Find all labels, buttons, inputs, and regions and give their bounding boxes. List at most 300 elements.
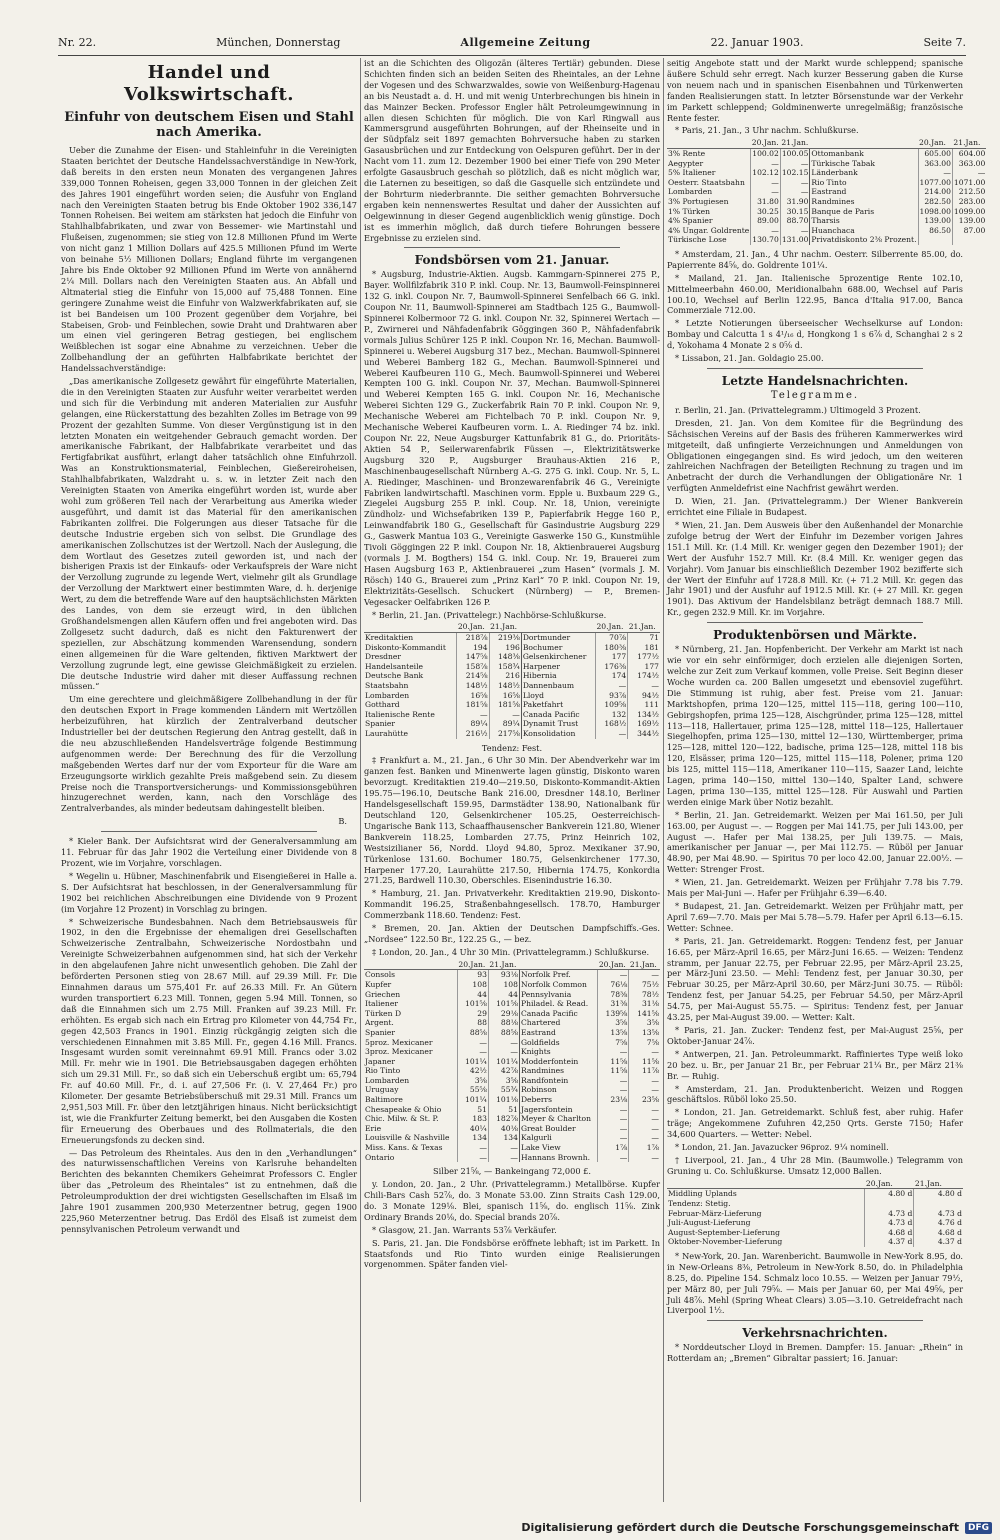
- quote-cell: 148⅜: [489, 652, 521, 662]
- column-header: [364, 622, 457, 632]
- name-cell: Erie: [365, 1123, 382, 1133]
- quote-cell: 89¼: [489, 719, 521, 729]
- divider: [707, 1320, 923, 1321]
- name-cell: Chartered: [519, 1018, 597, 1028]
- market-report: † Liverpool, 21. Jan., 4 Uhr 28 Min. (Baumwolle.) Telegramm von Gruning u. Co. Schlußkurse. Umsatz 12,000 Ballen.: [667, 1154, 963, 1176]
- quote-cell: 4.80 d: [865, 1189, 914, 1199]
- quote-cell: 177½: [628, 652, 660, 662]
- quote-cell: —: [629, 1133, 660, 1143]
- table-row: [364, 691, 660, 701]
- quote-cell: 177: [595, 652, 627, 662]
- table-row: [364, 970, 660, 980]
- market-report: * New-York, 20. Jan. Warenbericht. Baumwolle in New-York 8.95, do. in New-Orleans 8⅜, Petroleum in New-York 8.50, do. in Philadelphia 8.25, do. Pipeline 154. Schmalz loco 10.55. — Weizen per Januar 79½, per März 80, per Juli 79⅝. — Mais per Januar 60, per Mai 49⅝, per Juli 48⅞. Mehl (Spring Wheat Clears) 3.05—3.10. Getreidefracht nach Liverpool 1½.: [667, 1250, 963, 1316]
- name-cell: August-September-Lieferung: [668, 1227, 781, 1237]
- quote-cell: 3⅝: [488, 1076, 519, 1086]
- market-report: * Amsterdam, 21. Jan., 4 Uhr nachm. Oesterr. Silberrente 85.00, do. Papierrente 84⅝, do. Goldrente 101¼.: [667, 248, 963, 270]
- table-row: [667, 235, 986, 245]
- column-header: 21.Jan.: [952, 138, 986, 148]
- quote-cell: 176⅜: [595, 662, 627, 672]
- name-cell: Lake View: [519, 1143, 597, 1153]
- name-cell: Italiener: [365, 999, 398, 1009]
- table-row: [667, 207, 986, 217]
- column-header: 21.Jan.: [629, 960, 660, 970]
- quote-cell: —: [629, 1153, 660, 1163]
- table-row: [667, 216, 986, 226]
- name-cell: Handelsanteile: [365, 661, 424, 671]
- quote-cell: 42½: [457, 1066, 488, 1076]
- name-cell: Modderfontein: [519, 1057, 597, 1067]
- quote-cell: 29: [457, 1009, 488, 1019]
- table-row: [364, 1038, 660, 1048]
- table-row: [364, 710, 660, 720]
- quote-cell: —: [629, 1085, 660, 1095]
- table-row: [364, 1143, 660, 1153]
- name-cell: Louisville & Nashville: [365, 1133, 450, 1143]
- column-header: [810, 138, 918, 148]
- news-item: * Schweizerische Bundesbahnen. Nach dem Betriebsausweis für 1902, in den die Ergebnisse der ehemaligen drei Gesellschaften Schweizerische Zentralbahn, Schweizerische Nordostbahn und Vereinigte Schweizerbahnen aufgenommen sind, hat sich der Verkehr in den abgelaufenen Jahre nicht unwesentlich gehoben. Die Zahl der beförderten Personen stieg von 28.67 Mill. auf 29.39 Mill. Fr. Die Einnahmen daraus um 575,401 Fr. auf 26.33 Mill. Fr. An Gütern wurden transportiert 6.23 Mill. Tonnen, gegen 5.94 Mill. Tonnen, so daß die Einnahmen sich um 2.75 Mill. Franken auf 39.23 Mill. Fr. erhöhten. Es ergab sich nach ein Ertrag pro Kilometer von 44,754 Fr., gegen 42,503 Francs in 1901. Einzig rückgängig zeigten sich die verschiedenen Einnahmen mit 3.85 Mill. Fr., gegen 4.16 Mill. Francs. Insgesamt wurden somit vereinnahmt 69.91 Mill. Francs oder 3.02 Mill. Fr. mehr wie in 1901. Die Betriebsausgaben dagegen erhöhten sich um 29.31 Mill. Fr., so daß sich ein Ueberschuß ergibt um: 65,794 Fr. auf 40.60 Mill. Fr., d. i. auf 27,506 Fr. (i. V. 27,464 Fr.) pro Kilometer. Der gesamte Betriebsüberschuß mit 29.31 Mill. Francs um 2,951,503 Mill. Fr. über den letztjährigen hinaus. Nicht berücksichtigt ist, wie die Frankfurter Zeitung bemerkt, bei den Ausgaben die Kosten für Erneuerung des Oberbaues und des Rollmaterials, die den Erneuerungsfonds zu decken sind.: [61, 916, 357, 1145]
- quote-cell: 30.15: [780, 207, 810, 217]
- market-report: * Glasgow, 21. Jan. Warrants 53⅞ Verkäufer.: [372, 1224, 557, 1235]
- quote-cell: 31.90: [780, 197, 810, 207]
- quote-cell: —: [780, 159, 810, 169]
- name-cell: 3proz. Mexicaner: [365, 1047, 433, 1057]
- name-cell: Kreditaktien: [365, 633, 414, 642]
- table-row: [364, 990, 660, 1000]
- quote-cell: 282.50: [918, 197, 952, 207]
- name-cell: Privatdiskonto 2⅜ Prozent.: [811, 235, 917, 245]
- quote-cell: 134½: [628, 710, 660, 720]
- name-cell: 1% Türken: [668, 206, 711, 216]
- name-cell: 4% Spanier: [668, 216, 713, 226]
- name-cell: Dortmunder: [521, 633, 595, 643]
- quote-cell: 139.00: [952, 216, 986, 226]
- market-report: * Hamburg, 21. Jan. Privatverkehr. Kreditaktien 219.90, Diskonto-Kommandit 196.25, Straßenbahngesellsch. 178.70, Hamburger Commerzbank 118.60. Tendenz: Fest.: [364, 888, 660, 921]
- column-header: 21.Jan.: [488, 960, 519, 970]
- table-row: [667, 187, 986, 197]
- quote-cell: —: [488, 1047, 519, 1057]
- name-cell: 5% Italiener: [668, 168, 716, 178]
- name-cell: Gelsenkirchener: [521, 652, 595, 662]
- name-cell: Italienische Rente: [365, 709, 435, 719]
- quote-cell: 4.37 d: [865, 1237, 914, 1247]
- column-header: 21.Jan.: [914, 1179, 963, 1189]
- quote-cell: 87.00: [952, 226, 986, 236]
- quote-cell: —: [457, 1038, 488, 1048]
- quote-cell: 194: [457, 643, 489, 653]
- table-row: [364, 1095, 660, 1105]
- table-row: [364, 1085, 660, 1095]
- table-row: [667, 1237, 963, 1247]
- quote-cell: 111: [628, 700, 660, 710]
- name-cell: Jagersfontein: [519, 1105, 597, 1115]
- news-item: * Wegelin u. Hübner, Maschinenfabrik und Eisengießerei in Halle a. S. Der Aufsichtsrat hat beschlossen, in der Generalversammlung für 1902 bei reichlichen Abschreibungen eine Dividende von 9 Prozent (im Vorjahre 12 Prozent) in Vorschlag zu bringen.: [61, 870, 357, 914]
- quote-cell: —: [598, 1153, 629, 1163]
- quote-cell: 109⅝: [595, 700, 627, 710]
- quote-cell: 181: [628, 643, 660, 653]
- quote-cell: 11⅝: [629, 1057, 660, 1067]
- name-cell: Oesterr. Staatsbahn: [668, 177, 745, 187]
- market-report: * Berlin, 21. Jan. Getreidemarkt. Weizen per Mai 161.50, per Juli 163.00, per August —. — Roggen per Mai 141.75, per Juli 143.00, per August —. Hafer per Mai 138.25, per Juli 139.75. — Mais, amerikanischer per Januar —, per Mai 112.75. — Rüböl per Januar 48.90, per Mai 48.90. — Spiritus 70 per loco 42.00, Januar 22.00½. — Wetter: Strenger Frost.: [667, 809, 963, 875]
- news-item: — Das Petroleum des Rheintales. Aus den in den „Verhandlungen“ des naturwissenschaftlichen Vereins von Karlsruhe behandelten Berichten des bekannten Chemikers Geheimrat Professors C. Engler über das „Petroleum des Rheintales“ ist zu entnehmen, daß die Petroleumproduktion der drei wichtigsten Gesellschaften im Elsaß im Jahre 1901 zusammen 200,930 Meterzentner betrug, gegen 1900 225,960 Meterzentner betrug. Das Erdöl des Elsaß ist zumeist dem pennsylvanischen Petroleum verwandt und: [61, 1147, 357, 1234]
- quote-cell: 31.80: [751, 197, 781, 207]
- name-cell: Chesapeake & Ohio: [365, 1104, 442, 1114]
- market-report: * Bremen, 20. Jan. Aktien der Deutschen Dampfschiffs.-Ges. „Nordsee“ 122.50 Br., 122.25 G., — bez.: [364, 923, 660, 944]
- name-cell: Goldfields: [519, 1038, 597, 1048]
- quote-cell: —: [780, 187, 810, 197]
- quote-cell: —: [457, 710, 489, 720]
- quote-cell: [865, 1199, 914, 1209]
- name-cell: Kalgurli: [519, 1133, 597, 1143]
- name-cell: Kupfer: [365, 979, 392, 989]
- name-cell: Norfolk Pref.: [519, 970, 597, 980]
- quote-cell: 147⅝: [457, 652, 489, 662]
- quote-cell: —: [598, 970, 629, 980]
- table-row: [364, 1047, 660, 1057]
- name-cell: Eastrand: [810, 187, 918, 197]
- section-title: Handel und Volkswirtschaft.: [123, 62, 295, 105]
- quote-cell: 212.50: [952, 187, 986, 197]
- quote-cell: 604.00: [952, 148, 986, 158]
- market-report: * Paris, 21. Jan. Zucker: Tendenz fest, per Mai-August 25⅝, per Oktober-Januar 24⅞.: [667, 1024, 963, 1046]
- market-report: ‡ Frankfurt a. M., 21. Jan., 6 Uhr 30 Min. Der Abendverkehr war im ganzen fest. Banken und Minenwerte lagen günstig, Diskonto waren bevorzugt. Kreditaktien 219.40—219.50, Diskonto-Kommandit-Aktien 195.75—196.10, Deutsche Bank 216.00, Dresdner 148.10, Berliner Handelsgesellschaft 159.95, Darmstädter 138.90, Nationalbank für Deutschland 120, Gelsenkirchener 105.25, Oesterreichisch-Ungarische Bank 113, Schaaffhausenscher Bankverein 121.80, Wiener Bankverein 118.25, Lombarden 27.75, Prinz Heinrich 102, Westsizilianer 56, Nordd. Lloyd 94.80, 5proz. Mexikaner 37.90, Türkenlose 131.60. Bochumer 180.75, Gelsenkirchener 177.30, Harpener 177.20, Laurahütte 217.50, Hibernia 174.75, Konkordia 271.25, Bardwell 110.30, Oberschles. Eisenindustrie 16.30.: [364, 755, 660, 886]
- quote-cell: 51: [457, 1105, 488, 1115]
- table-body: [364, 970, 660, 1162]
- quote-cell: 30.25: [751, 207, 781, 217]
- column-header: 20.Jan.: [595, 622, 627, 632]
- quote-cell: 40⅛: [488, 1124, 519, 1134]
- quote-cell: 102.15: [781, 168, 809, 178]
- table-row: [667, 1199, 963, 1209]
- name-cell: Tharsis: [810, 216, 918, 226]
- quote-cell: 1⅞: [598, 1143, 629, 1153]
- column-header: [364, 960, 457, 970]
- name-cell: Argent.: [365, 1018, 394, 1028]
- quote-cell: 182⅞: [488, 1114, 519, 1124]
- quote-cell: —: [751, 178, 781, 188]
- table-row: [364, 1009, 660, 1019]
- table-row: [667, 1189, 963, 1199]
- table-row: [364, 1028, 660, 1038]
- market-report: * Budapest, 21. Jan. Getreidemarkt. Weizen per Frühjahr matt, per April 7.69—7.70. Mais per Mai 5.78—5.79. Hafer per April 6.13—6.15. Wetter: Schnee.: [667, 901, 963, 933]
- quote-cell: 101¼: [457, 1057, 488, 1067]
- quote-cell: 4.73 d: [914, 1209, 963, 1219]
- paragraph: Um eine gerechtere und gleichmäßigere Zollbehandlung in der für den deutschen Export in Frage kommenden Ländern mit Wertzöllen herbeizuführen, hat kürzlich der Zentralverband deutscher Industrieller bei der deutschen Regierung den Antrag gestellt, daß in die neu abzuschließenden Handelsverträge folgende Bestimmung aufgenommen werde: Der Berechnung des für die Verzollung maßgebenden Wertes darf nur der vom Exporteur für die Ware am Erzeugungsorte wirklich gezahlte Preis maßgebend sein. Zu diesem Preise noch die Transportversicherungs- und Kommissionsgebühren hinzugerechnet werden, kann, nach den Vorschläge des Zentralverbandes, als minder bedeutsam dahingestellt bleiben.: [61, 694, 357, 814]
- name-cell: Banque de Paris: [810, 207, 918, 217]
- name-cell: Bochumer: [521, 643, 595, 653]
- name-cell: Philadel. & Read.: [519, 999, 597, 1009]
- quote-cell: —: [629, 1114, 660, 1124]
- table-row: [364, 1076, 660, 1086]
- quote-cell: —: [598, 1047, 629, 1057]
- table-row: [364, 700, 660, 710]
- quote-cell: 139⅝: [598, 1009, 629, 1019]
- paragraph: „Das amerikanische Zollgesetz gewährt für eingeführte Materialien, die in den Vereinigten Staaten zur Ausfuhr weiter verarbeitet werden und sich für die Verbindung mit anderen Materialien zur Ausfuhr gelangen, eine Rückerstattung des bezahlten Zolles im Betrage von 99 Prozent der gezahlten Summe. Von dieser Vergünstigung ist in den letzten Monaten ein weitgehender Gebrauch gemacht worden. Der amerikanische Fabrikant, der Halbfabrikate verarbeitet und das Fertigfabrikat ausführt, erlangt daher tatsächlich ohne Einfuhrzoll. Was an Konstruktionsmaterial, Feinblechen, Gießereiroheisen, Stahlhalbfabrikaten, Walzdraht u. s. w. in letzter Zeit nach den Vereinigten Staaten von Amerika eingeführt worden ist, wurde aber wohl zum größeren Teil nach der Verarbeitung aus Amerika wieder ausgeführt, und damit ist das Material für den amerikanischen Fabrikanten zollfrei. Die Folgerungen aus dieser Tatsache für die deutsche Industrie ergeben sich von selbst. Die Grundlage des amerikanischen Zollschutzes ist der Wertzoll. Nach der Auslegung, die dem Wortlaut des Gesetzes zuteil geworden ist, und nach der bisherigen Praxis ist der Einkaufs- oder Verkaufspreis der Ware nicht der Verzollung zugrunde zu legende Wert, vielmehr gilt als Grundlage der Verzollung der Marktwert einer bestimmten Ware, d. h. derjenige Wert, zu dem die betreffende Ware auf den hauptsächlichsten Märkten des Landes, von dem sie erzeugt wird, in den üblichen Großhandelsmengen allen Käufern offen und frei angeboten wird. Das Zollgesetz sucht dadurch, daß es nicht den Fakturenwert der speziellen, zur Abschätzung kommenden Warensendung, sondern einen allgemeinen für die Ware geltenden, fiktiven Marktwert der Verzollung zugrunde legt, eine gewisse Gleichmäßigkeit zu erzielen. Die deutsche Industrie wird daher mit dieser Auffassung rechnen müssen.“: [61, 376, 357, 692]
- name-cell: Robinson: [519, 1085, 597, 1095]
- table-row: [364, 1133, 660, 1143]
- paper-title: Allgemeine Zeitung: [460, 36, 591, 49]
- quote-cell: 40¼: [457, 1124, 488, 1134]
- column-header: [667, 1179, 865, 1189]
- name-cell: Tendenz: Stetig.: [668, 1198, 731, 1208]
- name-cell: Spanier: [365, 1027, 396, 1037]
- table-row: [364, 662, 660, 672]
- name-cell: Harpener: [521, 662, 595, 672]
- quote-cell: 29⅛: [488, 1009, 519, 1019]
- quote-cell: 101⅝: [488, 999, 519, 1009]
- table-row: [364, 1066, 660, 1076]
- quote-cell: 4.80 d: [914, 1189, 963, 1199]
- table-row: [364, 643, 660, 653]
- name-cell: Februar-März-Lieferung: [668, 1208, 762, 1218]
- name-cell: Gotthard: [365, 700, 400, 710]
- quote-cell: 31⅛: [629, 999, 660, 1009]
- quote-cell: 7⅝: [629, 1038, 660, 1048]
- name-cell: Lombarden: [365, 690, 410, 700]
- quote-cell: 174½: [628, 671, 660, 681]
- digitization-footer: [521, 1521, 992, 1534]
- issue-date: 22. Januar 1903.: [710, 36, 804, 49]
- column-3: [663, 58, 986, 1502]
- name-cell: Lombarden: [365, 1075, 410, 1085]
- quote-cell: 71: [628, 633, 660, 643]
- quote-cell: —: [629, 1076, 660, 1086]
- market-report: * Paris, 21. Jan., 3 Uhr nachm. Schlußkurse.: [675, 125, 859, 136]
- quote-cell: 134: [457, 1133, 488, 1143]
- market-report: * Paris, 21. Jan. Getreidemarkt. Roggen: Tendenz fest, per Januar 16.65, per März-April 16.65, per März-Juni 16.65. — Weizen: Tendenz stramm, per Januar 22.75, per Februar 22.95, per März-April 23.25, per März-Juni 23.50. — Mehl: Tendenz fest, per Januar 30.30, per Februar 30.25, per März-April 30.60, per März-Juni 30.75. — Rüböl: Tendenz fest, per Januar 54.25, per Februar 54.50, per März-April 54.75, per Mai-August 55.75. — Spiritus: Tendenz fest, per Januar 43.25, per Mai-August 39.00. — Wetter: Kalt.: [667, 935, 963, 1023]
- quote-cell: 177: [628, 662, 660, 672]
- quote-cell: 219⅜: [489, 633, 521, 643]
- quote-cell: 3⅝: [457, 1076, 488, 1086]
- column-header: 20.Jan.: [457, 622, 489, 632]
- quote-cell: 1077.00: [919, 177, 951, 187]
- column-header: 21.Jan.: [781, 138, 809, 148]
- column-header: 20.Jan.: [457, 960, 488, 970]
- quote-cell: —: [488, 1153, 519, 1163]
- divider: [707, 368, 923, 369]
- quote-cell: [918, 235, 952, 245]
- table-body: [667, 148, 986, 244]
- quote-cell: —: [751, 187, 781, 197]
- column-header: 20.Jan.: [598, 960, 629, 970]
- column-2: [360, 58, 663, 1502]
- quote-cell: 11⅞: [629, 1066, 660, 1076]
- quote-cell: —: [952, 168, 986, 178]
- quote-cell: —: [751, 226, 781, 236]
- name-cell: Randfontein: [519, 1076, 597, 1086]
- quote-cell: 51: [488, 1105, 519, 1115]
- name-cell: Miss. Kans. & Texas: [365, 1143, 443, 1153]
- quote-cell: 44: [488, 990, 519, 1000]
- telegram: D. Wien, 21. Jan. (Privattelegramm.) Der Wiener Bankverein errichtet eine Filiale in Budapest.: [667, 496, 963, 518]
- quote-cell: 214⅝: [457, 671, 489, 681]
- quote-cell: 101¼: [488, 1057, 519, 1067]
- quote-cell: 100.05: [781, 148, 809, 158]
- quote-cell: 1098.00: [919, 206, 951, 216]
- quote-cell: 130.70: [752, 235, 779, 245]
- name-cell: Paketfahrt: [521, 700, 595, 710]
- table-row: [667, 178, 986, 188]
- quote-cell: 158⅞: [457, 662, 489, 672]
- table-row: [364, 1057, 660, 1067]
- name-cell: Juli-August-Lieferung: [668, 1218, 751, 1228]
- quote-cell: —: [488, 1143, 519, 1153]
- quote-cell: 1071.00: [953, 177, 986, 187]
- silver-line: Silber 21⅝, — Bankeingang 72,000 £.: [433, 1166, 591, 1177]
- name-cell: Randmines: [519, 1066, 597, 1076]
- quote-cell: 344½: [628, 729, 660, 739]
- column-1: [58, 58, 360, 1502]
- fonds-heading: Fondsbörsen vom 21. Januar.: [414, 253, 610, 268]
- quote-cell: 134: [488, 1133, 519, 1143]
- liverpool-quote-table: [667, 1179, 963, 1247]
- quote-cell: 93⅛: [488, 970, 519, 980]
- quote-cell: —: [780, 226, 810, 236]
- table-row: [364, 1124, 660, 1134]
- quote-cell: 180⅜: [595, 643, 627, 653]
- quote-cell: —: [629, 1105, 660, 1115]
- table-row: [667, 1209, 963, 1219]
- quote-cell: 363.00: [952, 159, 986, 169]
- column-header: [519, 960, 597, 970]
- signature: B.: [338, 816, 347, 827]
- table-row: [667, 148, 986, 158]
- market-report: * Mailand, 21. Jan. Italienische 5prozentige Rente 102.10, Mittelmeerbahn 460.00, Meridionalbahn 688.00, Wechsel auf Paris 100.10, Wechsel auf Berlin 122.95, Banca d'Italia 917.00, Banca Commerziale 712.00.: [667, 272, 963, 316]
- name-cell: Rio Tinto: [810, 178, 918, 188]
- quote-cell: —: [489, 710, 521, 720]
- quote-cell: —: [457, 1143, 488, 1153]
- telegramme-heading: Telegramme.: [770, 389, 860, 401]
- name-cell: Lloyd: [521, 691, 595, 701]
- name-cell: 5proz. Mexicaner: [365, 1037, 433, 1047]
- quote-cell: 1099.00: [953, 206, 986, 216]
- quote-cell: 139.00: [918, 216, 952, 226]
- name-cell: Deutsche Bank: [365, 671, 424, 681]
- market-report: * Augsburg, Industrie-Aktien. Augsb. Kammgarn-Spinnerei 275 P., Bayer. Wollfilzfabrik 310 P. inkl. Coup. Nr. 13, Baumwoll-Feinspinnerei 132 G. inkl. Coupon Nr. 7, Baumwoll-Spinnerei Senfelbach 66 G. inkl. Coupon Nr. 11, Baumwoll-Spinnerei am Stadtbach 125 G., Baumwoll-Spinnerei Kolbermoor 72 G. inkl. Coupon Nr. 32, Spinnerei Wertach — P., Zwirnerei und Nähfadenfabrik Göggingen 360 P., Nähfadenfabrik vormals Julius Schürer 125 P. inkl. Coupon Nr. 16, Mechan. Baumwoll-Spinnerei u. Weberei Augsburg 317 bez., Mechan. Baumwoll-Spinnerei und Weberei Bamberg 182 G., Mechan. Baumwoll-Spinnerei und Weberei Kaufbeuren 110 G., Mech. Baumwoll-Spinnerei und Weberei Kempten 100 G. inkl. Coupon Nr. 37, Mechan. Baumwoll-Spinnerei und Weberei Kempten 165 G. inkl. Coupon Nr. 16, Mechanische Weberei Sichten 129 G., Zuckerfabrik Rain 70 P. inkl. Coupon Nr. 9, Mechanische Weberei am Fichtelbach 70 P. inkl. Coupon Nr. 9, Mechanische Weberei Kaufbeuren vorm. L. A. Riedinger 74 bz. inkl. Coupon Nr. 22, Neue Augsburger Kattunfabrik 81 G., do. Prioritäts-Aktien 54 P., Seilerwarenfabrik Füssen —, Elektrizitätswerke Augsburg 320 P., Augsburger Brauhaus-Aktien 216 P., Maschinenbaugesellschaft Nürnberg A.-G. 275 G. inkl. Coup. Nr. 5, L. A. Riedinger, Maschinen- und Bronzewarenfabrik 46 G., Vereinigte Fabriken landwirtschaftl. Maschinen vorm. Epple u. Buxbaum 229 G., Ziegelei Augsburg 255 P. inkl. Coup. Nr. 18, Union, vereinigte Zündholz- und Wichsefabriken 139 P., Papierfabrik Hegge 160 P., Leinwandfabrik 180 G., Gesellschaft für Gasindustrie Augsburg 229 G., Gaswerk Mantua 103 G., Vereinigte Gaswerke 150 G., Kunstmühle Tivoli Göggingen 22 P. inkl. Coupon Nr. 18, Aktienbrauerei Augsburg (vormals J. M. Bogthers) 154 G. inkl. Coup. Nr. 19, Brauerei zum Hasen Augsburg 163 P., Aktienbrauerei „zum Hasen“ (vormals J. M. Rösch) 140 G., Brauerei zum „Prinz Karl“ 70 P. inkl. Coupon Nr. 19, Elektrizitäts-Gesellsch. Schuckert (Nürnberg) — P., Bremen-Vegesacker Oelfabriken 126 P.: [364, 269, 660, 607]
- quote-cell: 217⅝: [489, 729, 521, 739]
- quote-cell: —: [629, 1047, 660, 1057]
- name-cell: Dresdner: [365, 652, 401, 662]
- table-header-row: [364, 960, 660, 970]
- table-header-row: [667, 1179, 963, 1189]
- quote-cell: —: [918, 168, 952, 178]
- quote-cell: —: [598, 1133, 629, 1143]
- market-report: * London, 21. Jan. Getreidemarkt. Schluß fest, aber ruhig. Hafer träge; Angekommene Zufuhren 42,250 Qrts. Gerste 7150; Hafer 34,600 Quarters. — Wetter: Nebel.: [667, 1107, 963, 1140]
- table-body: [364, 633, 660, 739]
- quote-cell: 78⅜: [598, 990, 629, 1000]
- quote-cell: 44: [457, 990, 488, 1000]
- table-row: [667, 1218, 963, 1228]
- quote-cell: 88⅝: [457, 1028, 488, 1038]
- quote-cell: 216: [489, 671, 521, 681]
- tendency: Tendenz: Fest.: [481, 742, 543, 753]
- table-header-row: [364, 622, 660, 632]
- quote-cell: —: [457, 1153, 488, 1163]
- column-header: [667, 138, 751, 148]
- issue-number: Nr. 22.: [58, 36, 97, 49]
- quote-cell: —: [780, 178, 810, 188]
- quote-cell: 101⅝: [457, 999, 488, 1009]
- letzte-heading: Letzte Handelsnachrichten.: [721, 373, 909, 388]
- quote-cell: —: [598, 1105, 629, 1115]
- quote-cell: 4.68 d: [865, 1228, 914, 1238]
- name-cell: Chic. Milw. & St. P.: [365, 1114, 439, 1124]
- name-cell: Oktober-November-Lieferung: [668, 1237, 783, 1247]
- quote-cell: 23⅛: [598, 1095, 629, 1105]
- name-cell: 4% Ungar. Goldrente: [668, 225, 750, 235]
- name-cell: Pennsylvania: [519, 990, 597, 1000]
- table-row: [667, 226, 986, 236]
- name-cell: Rio Tinto: [365, 1066, 401, 1076]
- name-cell: Länderbank: [810, 168, 918, 178]
- quote-cell: 181⅝: [489, 700, 521, 710]
- market-report: * Amsterdam, 21. Jan. Produktenbericht. Weizen und Roggen geschäftslos. Rüböl loko 25.50.: [667, 1083, 963, 1105]
- quote-cell: 86.50: [918, 226, 952, 236]
- name-cell: Griechen: [365, 989, 401, 999]
- divider: [101, 831, 317, 832]
- quote-cell: 31⅜: [598, 999, 629, 1009]
- quote-cell: 11⅝: [598, 1066, 629, 1076]
- quote-cell: 214.00: [918, 187, 952, 197]
- table-row: [667, 197, 986, 207]
- telegram: r. Berlin, 21. Jan. (Privattelegramm.) Ultimogeld 3 Prozent.: [675, 404, 921, 415]
- quote-cell: —: [628, 681, 660, 691]
- market-report: ‡ London, 20. Jan., 4 Uhr 30 Min. (Privattelegramm.) Schlußkurse.: [372, 946, 650, 957]
- table-row: [364, 719, 660, 729]
- name-cell: Hibernia: [521, 671, 595, 681]
- name-cell: Diskonto-Kommandit: [365, 642, 446, 652]
- quote-cell: 132: [595, 710, 627, 720]
- quote-cell: —: [751, 159, 781, 169]
- quote-cell: 108: [457, 980, 488, 990]
- paragraph: Ueber die Zunahme der Eisen- und Stahleinfuhr in die Vereinigten Staaten berichtet der Deutsche Handelssachverständige in New-York, daß bereits in den ersten neun Monaten des vergangenen Jahres 339,000 Tonnen Roheisen, gegen 33,000 Tonnen in der gleichen Zeit des Jahres 1901 eingeführt worden seien; die Ausfuhr von England nach den Vereinigten Staaten betrug bis Ende Oktober 1902 336,147 Tonnen Roheisen. Bei weitem am stärksten hat jedoch die Einfuhr von Stahlhalbfabrikaten, und zwar von Bessemer- wie Martinstahl und Flußeisen, zugenommen; sie stieg von 12.8 Millionen Pfund im Werte von nicht ganz 1 Million Dollars auf 425.5 Millionen Pfund im Werte von beinahe 5½ Millionen Dollars; England führte im vergangenen Jahre bis Ende Oktober 92 Millionen Pfund im Werte von annähernd 2¼ Mill. Dollars nach den Vereinigten Staaten aus. An Abfall und Altmaterial stieg die Einfuhr von 15,000 auf 75,488 Tonnen. Eine geringere Zunahme weist die Einfuhr von Walzwerkfabrikaten auf, sie ist bei Bandeisen um 100 Prozent gegenüber dem Vorjahre, bei Stabeisen, Grob- und Feinblechen, sowie Draht und Drahtwaren aber um einen viel geringeren Betrag gestiegen, bei englischem Weißblechen ist sogar eine Abnahme zu verzeichnen. Ueber die Zollbehandlung der an geführten Halbfabrikate berichtet der Handelssachverständige:: [61, 145, 357, 374]
- market-report: * Norddeutscher Lloyd in Bremen. Dampfer: 15. Januar: „Rhein“ in Rotterdam an; „Bremen“ Gibraltar passiert; 16. Januar:: [667, 1342, 963, 1364]
- quote-cell: —: [629, 970, 660, 980]
- table-row: [364, 729, 660, 739]
- quote-cell: 141⅝: [629, 1009, 660, 1019]
- quote-cell: 148½: [489, 681, 521, 691]
- running-head: [58, 36, 966, 56]
- verkehr-heading: Verkehrsnachrichten.: [742, 1326, 888, 1341]
- name-cell: Randmines: [810, 197, 918, 207]
- market-report: * Letzte Notierungen überseeischer Wechselkurse auf London: Bombay und Calcutta 1 s 4¹/₁₆ d, Hongkong 1 s 6⅞ d, Schanghai 2 s 2 d, Yokohama 4 Monate 2 s 0⅝ d.: [667, 318, 963, 351]
- quote-cell: 93: [457, 970, 488, 980]
- table-body: [667, 1189, 963, 1247]
- name-cell: Canada Pacific: [521, 710, 595, 720]
- quote-cell: —: [595, 681, 627, 691]
- page-number: Seite 7.: [923, 36, 966, 49]
- name-cell: Deberrs: [519, 1095, 597, 1105]
- table-row: [667, 159, 986, 169]
- quote-cell: 102.12: [752, 168, 779, 178]
- table-row: [364, 980, 660, 990]
- news-item: * Kieler Bank. Der Aufsichtsrat wird der Generalversammlung am 11. Februar für das Jahr 1902 die Verteilung einer Dividende von 8 Prozent, wie im Vorjahre, vorschlagen.: [61, 836, 357, 868]
- quote-cell: —: [598, 1124, 629, 1134]
- name-cell: Staatsbahn: [365, 680, 409, 690]
- quote-cell: 605.00: [918, 148, 952, 158]
- quote-cell: 88: [457, 1018, 488, 1028]
- quote-cell: 11⅝: [598, 1057, 629, 1067]
- column-header: 20.Jan.: [918, 138, 952, 148]
- quote-cell: 148½: [457, 681, 489, 691]
- name-cell: Türkische Lose: [668, 235, 727, 245]
- market-report: y. London, 20. Jan., 2 Uhr. (Privattelegramm.) Metallbörse. Kupfer Chili-Bars Cash 52⅞, do. 3 Monate 53.00. Zinn Straits Cash 129.00, do. 3 Monate 129⅛. Blei, spanisch 11⅝, do. englisch 11⅝. Zink Ordinary Brands 20⅛, do. Special brands 20⅞.: [364, 1179, 660, 1222]
- footer-text: Digitalisierung gefördert durch die Deutsche Forschungsgemeinschaft: [521, 1521, 959, 1534]
- quote-cell: 169½: [628, 719, 660, 729]
- quote-cell: 78½: [629, 990, 660, 1000]
- quote-cell: —: [598, 1085, 629, 1095]
- quote-cell: 1⅞: [629, 1143, 660, 1153]
- quote-cell: 23⅝: [629, 1095, 660, 1105]
